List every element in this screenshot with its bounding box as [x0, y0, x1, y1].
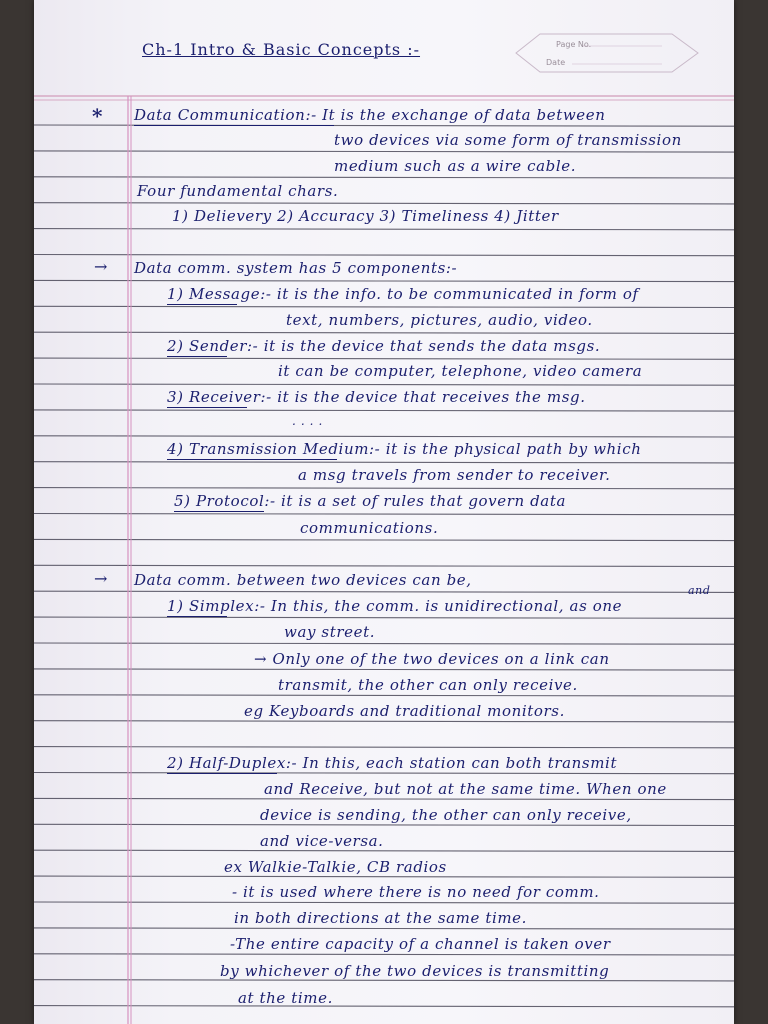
note-line: Data comm. between two devices can be,	[134, 571, 472, 589]
note-line: by whichever of the two devices is transmitting	[220, 962, 610, 980]
note-line: → Only one of the two devices on a link can	[254, 650, 610, 668]
underline-mark	[167, 773, 277, 774]
note-line: and Receive, but not at the same time. When one	[264, 780, 667, 798]
note-line: 2) Sender:- it is the device that sends the data msgs.	[167, 337, 601, 355]
note-line: ex Walkie-Talkie, CB radios	[224, 858, 447, 876]
note-line: Four fundamental chars.	[137, 182, 339, 200]
note-line: -The entire capacity of a channel is taken over	[230, 935, 611, 953]
note-line: 3) Receiver:- it is the device that receives the msg.	[167, 388, 586, 406]
underline-mark	[167, 356, 227, 357]
note-line: 5) Protocol:- it is a set of rules that govern data	[174, 492, 567, 510]
page-title: Ch-1 Intro & Basic Concepts :-	[142, 40, 421, 59]
arrow-bullet-2: →	[94, 569, 109, 588]
underline-mark	[167, 407, 247, 408]
note-line: 1) Simplex:- In this, the comm. is unidirectional, as one	[167, 597, 623, 615]
note-line: a msg travels from sender to receiver.	[298, 466, 611, 484]
note-line: eg Keyboards and traditional monitors.	[244, 702, 565, 720]
note-line: and vice-versa.	[260, 832, 384, 850]
note-line: - it is used where there is no need for comm.	[232, 883, 600, 901]
note-line: 4) Transmission Medium:- it is the physical path by which	[167, 440, 642, 458]
underline-mark	[134, 125, 334, 126]
note-line: Data comm. system has 5 components:-	[134, 259, 458, 277]
underline-mark	[167, 304, 237, 305]
underline-mark	[174, 511, 264, 512]
note-line: transmit, the other can only receive.	[278, 676, 578, 694]
note-line: it can be computer, telephone, video camera	[278, 362, 643, 380]
note-line: way street.	[284, 623, 376, 641]
inserted-word: and	[688, 584, 711, 597]
note-line: text, numbers, pictures, audio, video.	[286, 311, 593, 329]
underline-mark	[167, 616, 227, 617]
dots-marks: . . . .	[292, 414, 323, 428]
note-line: 1) Message:- it is the info. to be communicated in form of	[167, 285, 639, 303]
note-line: communications.	[300, 519, 439, 537]
notebook-page	[34, 0, 734, 1024]
note-line: in both directions at the same time.	[234, 909, 528, 927]
page-no-label: Page No.	[556, 40, 592, 49]
note-line: device is sending, the other can only receive,	[260, 806, 632, 824]
stamp-frame	[512, 30, 702, 76]
note-line: two devices via some form of transmission	[334, 131, 682, 149]
note-line: at the time.	[238, 989, 333, 1007]
date-label: Date	[546, 58, 566, 67]
bullet-star: *	[92, 104, 104, 128]
note-line: 2) Half-Duplex:- In this, each station can both transmit	[167, 754, 618, 772]
page-date-stamp	[512, 30, 702, 76]
arrow-bullet-1: →	[94, 257, 109, 276]
underline-mark	[167, 459, 337, 460]
note-line: 1) Delievery 2) Accuracy 3) Timeliness 4) Jitter	[172, 207, 559, 225]
note-line: Data Communication:- It is the exchange of data between	[134, 106, 606, 124]
note-line: medium such as a wire cable.	[334, 157, 577, 175]
